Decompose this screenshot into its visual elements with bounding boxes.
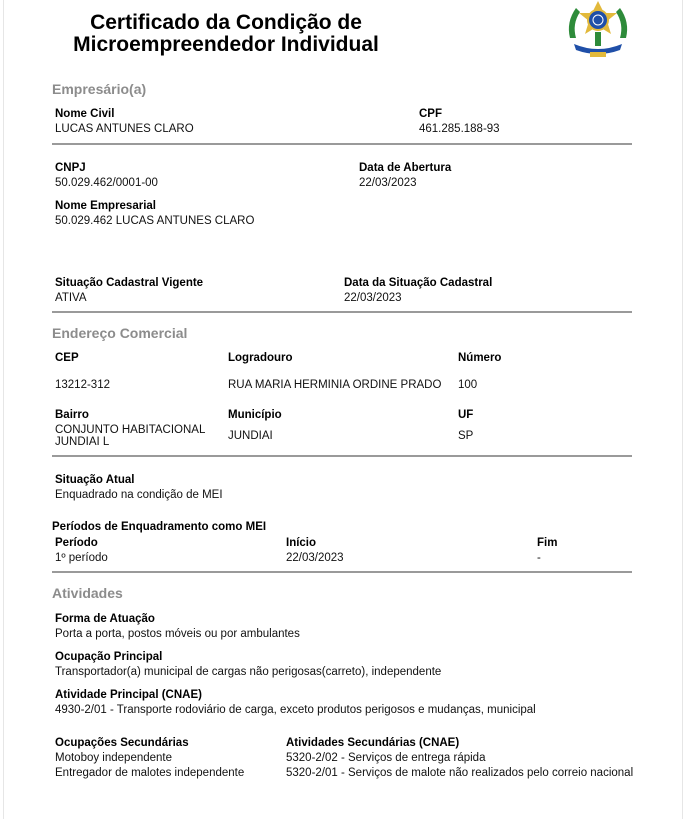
- periodo-column-header: Período: [55, 537, 98, 549]
- bairro-label: Bairro: [55, 409, 89, 421]
- cep-value: 13212-312: [55, 379, 110, 391]
- title-line-2: Microempreendedor Individual: [73, 33, 379, 56]
- numero-value: 100: [458, 379, 478, 391]
- cnpj-value: 50.029.462/0001-00: [55, 177, 158, 189]
- uf-label: UF: [458, 409, 474, 421]
- periodos-title: Períodos de Enquadramento como MEI: [52, 521, 267, 533]
- section-title-endereco: Endereço Comercial: [52, 325, 188, 341]
- bairro-value-line-1: CONJUNTO HABITACIONAL: [55, 424, 206, 436]
- municipio-value: JUNDIAI: [228, 430, 273, 442]
- logradouro-label: Logradouro: [228, 352, 293, 364]
- data-abertura-value: 22/03/2023: [359, 177, 417, 189]
- divider: [52, 143, 632, 145]
- logradouro-value: RUA MARIA HERMINIA ORDINE PRADO: [228, 379, 442, 391]
- ocupacao-secundaria-item: Motoboy independente: [55, 752, 173, 764]
- cep-label: CEP: [55, 352, 79, 364]
- data-abertura-label: Data de Abertura: [359, 162, 452, 174]
- fim-cell: -: [537, 552, 541, 564]
- coat-of-arms-icon: [564, 0, 632, 60]
- ocupacao-secundaria-item: Entregador de malotes independente: [55, 767, 245, 779]
- municipio-label: Município: [228, 409, 282, 421]
- situacao-cadastral-value: ATIVA: [55, 292, 87, 304]
- atividade-secundaria-item: 5320-2/01 - Serviços de malote não realizados pelo correio nacional: [286, 767, 634, 779]
- cpf-value: 461.285.188-93: [419, 123, 500, 135]
- atividades-secundarias-label: Atividades Secundárias (CNAE): [286, 737, 460, 749]
- situacao-cadastral-label: Situação Cadastral Vigente: [55, 277, 204, 289]
- uf-value: SP: [458, 430, 474, 442]
- data-situacao-label: Data da Situação Cadastral: [344, 277, 493, 289]
- divider: [52, 311, 632, 313]
- atividade-principal-value: 4930-2/01 - Transporte rodoviário de carga, exceto produtos perigosos e mudanças, municipal: [55, 704, 536, 716]
- forma-atuacao-label: Forma de Atuação: [55, 613, 155, 625]
- atividade-principal-label: Atividade Principal (CNAE): [55, 689, 202, 701]
- data-situacao-value: 22/03/2023: [344, 292, 402, 304]
- ocupacoes-secundarias-label: Ocupações Secundárias: [55, 737, 189, 749]
- inicio-column-header: Início: [286, 537, 317, 549]
- periodo-cell: 1º período: [55, 552, 108, 564]
- bairro-value-line-2: JUNDIAI L: [55, 436, 110, 448]
- divider: [52, 571, 632, 573]
- situacao-atual-value: Enquadrado na condição de MEI: [55, 489, 223, 501]
- situacao-atual-label: Situação Atual: [55, 474, 135, 486]
- nome-empresarial-value: 50.029.462 LUCAS ANTUNES CLARO: [55, 215, 255, 227]
- forma-atuacao-value: Porta a porta, postos móveis ou por ambulantes: [55, 628, 300, 640]
- nome-civil-label: Nome Civil: [55, 108, 115, 120]
- ocupacao-principal-value: Transportador(a) municipal de cargas não perigosas(carreto), independente: [55, 666, 442, 678]
- cnpj-label: CNPJ: [55, 162, 86, 174]
- atividade-secundaria-item: 5320-2/02 - Serviços de entrega rápida: [286, 752, 486, 764]
- title-line-1: Certificado da Condição de: [90, 11, 362, 34]
- section-title-atividades: Atividades: [52, 585, 123, 601]
- nome-civil-value: LUCAS ANTUNES CLARO: [55, 123, 194, 135]
- numero-label: Número: [458, 352, 502, 364]
- nome-empresarial-label: Nome Empresarial: [55, 200, 156, 212]
- section-title-empresario: Empresário(a): [52, 81, 147, 97]
- fim-column-header: Fim: [537, 537, 558, 549]
- inicio-cell: 22/03/2023: [286, 552, 344, 564]
- certificate-title: [60, 12, 392, 56]
- divider: [52, 455, 632, 457]
- ocupacao-principal-label: Ocupação Principal: [55, 651, 163, 663]
- cpf-label: CPF: [419, 108, 442, 120]
